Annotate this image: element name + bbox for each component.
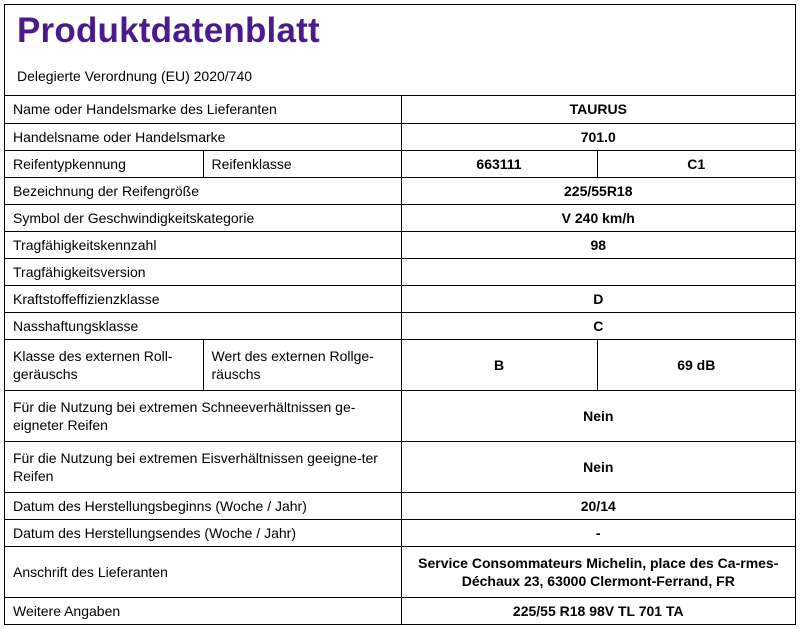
table-row (5, 519, 795, 546)
row-label-load-index: Tragfähigkeitskennzahl (5, 231, 401, 258)
row-label-load-version: Tragfähigkeitsversion (5, 258, 401, 285)
table-row (5, 492, 795, 519)
row-value-wet: C (401, 312, 795, 339)
row-value-supplier: TAURUS (401, 96, 795, 123)
table-row (5, 312, 795, 339)
row-label-size: Bezeichnung der Reifengröße (5, 177, 401, 204)
table-row (5, 441, 795, 492)
table-row (5, 177, 795, 204)
table-row (5, 204, 795, 231)
table-row (5, 123, 795, 150)
page-title: Produktdatenblatt (17, 11, 320, 50)
row-label-prod-start: Datum des Herstellungsbeginns (Woche / Jahr) (5, 492, 401, 519)
row-value-speed: V 240 km/h (401, 204, 795, 231)
row-value-type-id: 663111 (401, 150, 597, 177)
sheet-header (5, 5, 795, 96)
row-label-tyre-class: Reifenklasse (203, 150, 401, 177)
row-value-prod-start: 20/14 (401, 492, 795, 519)
table-row (5, 231, 795, 258)
row-value-load-version (401, 258, 795, 285)
table-row (5, 339, 795, 390)
row-value-load-index: 98 (401, 231, 795, 258)
table-row (5, 390, 795, 441)
row-label-speed: Symbol der Geschwindigkeitskategorie (5, 204, 401, 231)
row-label-prod-end: Datum des Herstellungsendes (Woche / Jahr) (5, 519, 401, 546)
row-value-ice: Nein (401, 441, 795, 492)
row-label-more: Weitere Angaben (5, 597, 401, 624)
row-value-snow: Nein (401, 390, 795, 441)
row-label-fuel: Kraftstoffeffizienzklasse (5, 285, 401, 312)
row-label-supplier: Name oder Handelsmarke des Lieferanten (5, 96, 401, 123)
row-label-snow: Für die Nutzung bei extremen Schneeverhältnissen ge-eigneter Reifen (5, 390, 401, 441)
row-label-wet: Nasshaftungsklasse (5, 312, 401, 339)
row-value-noise-value: 69 dB (597, 339, 795, 390)
row-value-more: 225/55 R18 98V TL 701 TA (401, 597, 795, 624)
row-value-tyre-class: C1 (597, 150, 795, 177)
table-row (5, 546, 795, 597)
table-row (5, 150, 795, 177)
row-value-address: Service Consommateurs Michelin, place des Ca-rmes-Déchaux 23, 63000 Clermont-Ferrand, FR (401, 546, 795, 597)
regulation-subtitle: Delegierte Verordnung (EU) 2020/740 (17, 68, 253, 84)
row-label-address: Anschrift des Lieferanten (5, 546, 401, 597)
row-value-trade-name: 701.0 (401, 123, 795, 150)
row-value-fuel: D (401, 285, 795, 312)
row-label-ice: Für die Nutzung bei extremen Eisverhältnissen geeigne-ter Reifen (5, 441, 401, 492)
row-value-noise-class: B (401, 339, 597, 390)
table-row (5, 597, 795, 624)
row-label-trade-name: Handelsname oder Handelsmarke (5, 123, 401, 150)
table-row (5, 285, 795, 312)
row-value-size: 225/55R18 (401, 177, 795, 204)
row-label-noise-class: Klasse des externen Roll-geräuschs (5, 339, 203, 390)
row-label-noise-value: Wert des externen Rollge-räuschs (203, 339, 401, 390)
data-table (5, 96, 795, 624)
table-row (5, 258, 795, 285)
product-data-sheet (4, 4, 796, 625)
row-value-prod-end: - (401, 519, 795, 546)
row-label-type-id: Reifentypkennung (5, 150, 203, 177)
table-row (5, 96, 795, 123)
